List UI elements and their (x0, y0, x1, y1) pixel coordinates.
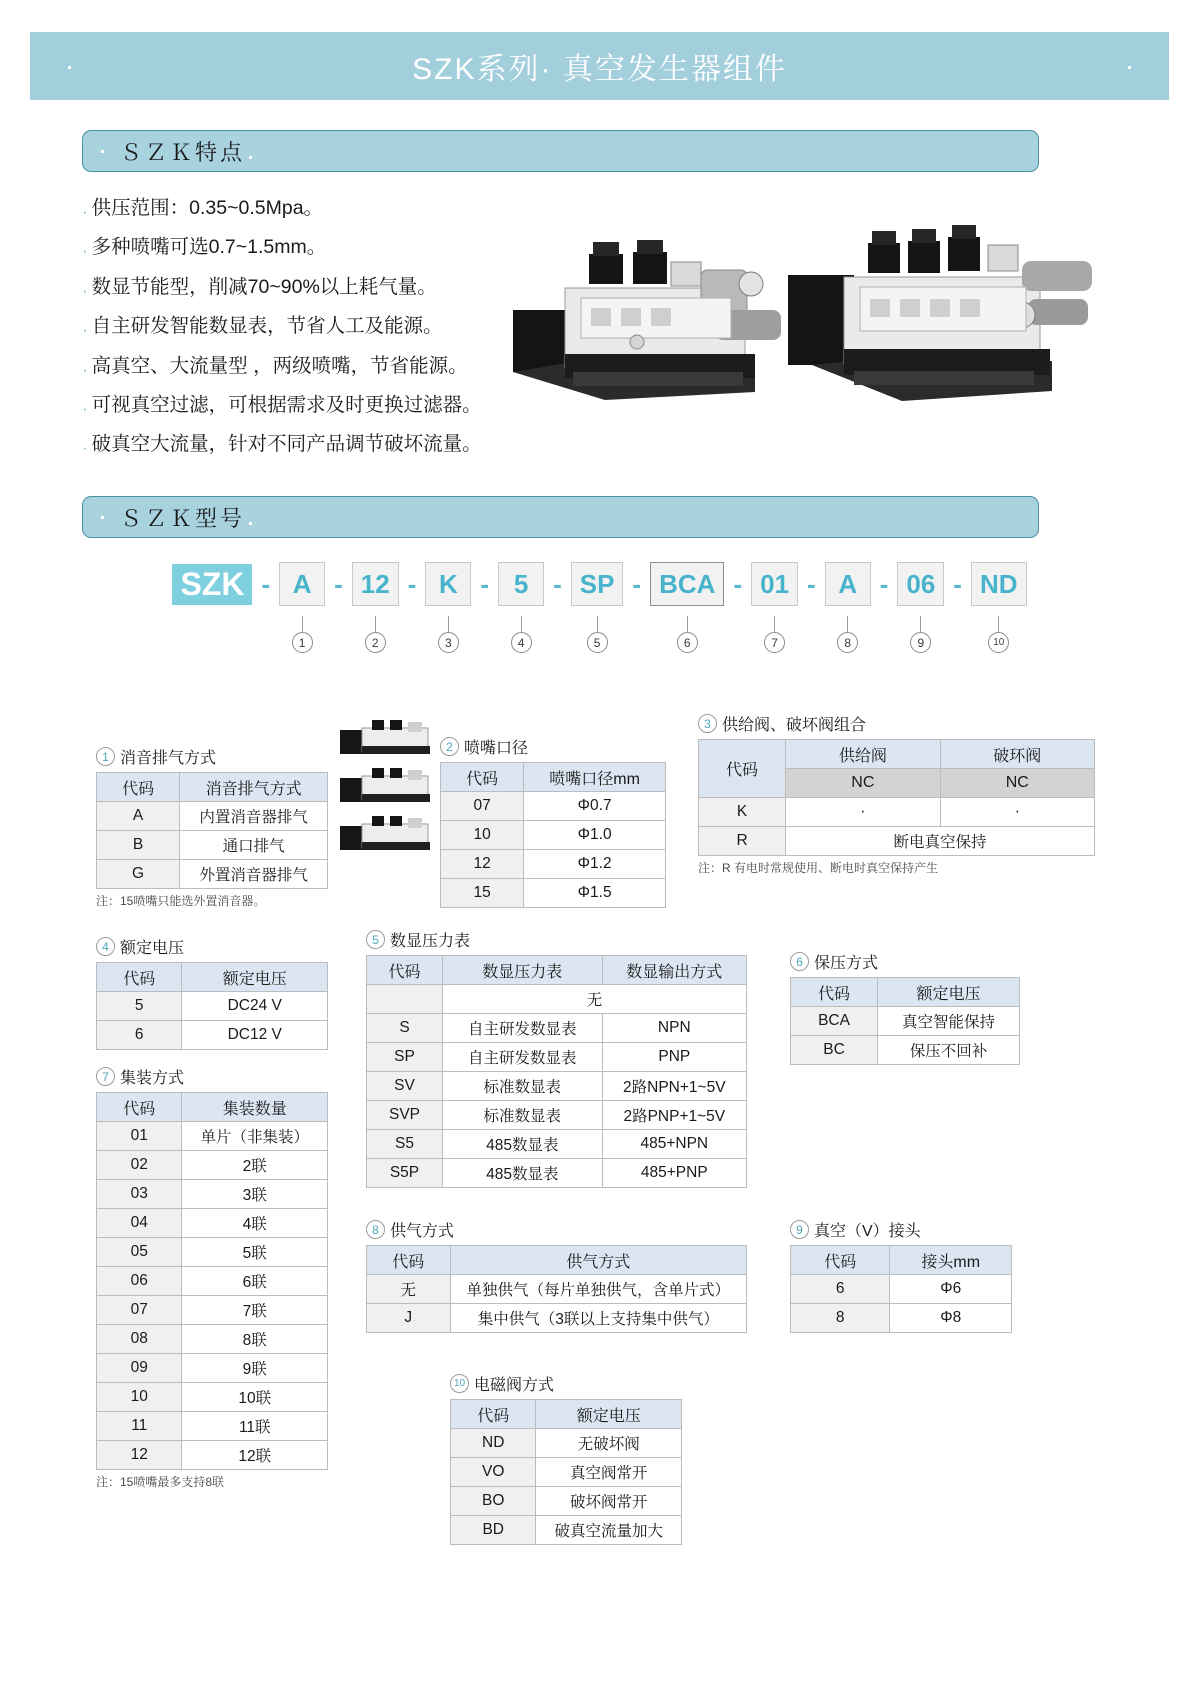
cell-code: 04 (97, 1209, 182, 1238)
model-code-segment-8: A (825, 562, 871, 606)
cell-output: NPN (602, 1014, 746, 1043)
cell-code: S5P (367, 1159, 443, 1188)
cell-value: Φ6 (890, 1275, 1012, 1304)
table-2 (440, 762, 666, 908)
table-7 (96, 1092, 328, 1470)
table-row (97, 802, 328, 831)
table-row (97, 1354, 328, 1383)
table-row (367, 1101, 747, 1130)
col-header-code: 代码 (791, 1246, 890, 1275)
cell-code: ND (451, 1429, 536, 1458)
col-header-value: 集装数量 (182, 1093, 328, 1122)
table-row (441, 792, 666, 821)
col-header-code: 代码 (451, 1400, 536, 1429)
table-row (441, 821, 666, 850)
cell-code: BD (451, 1516, 536, 1545)
col-header-gauge: 数显压力表 (443, 956, 603, 985)
section-header-model (82, 496, 1039, 538)
table-row (97, 831, 328, 860)
table-row (97, 1122, 328, 1151)
table-row (791, 1275, 1012, 1304)
cell-value: 8联 (182, 1325, 328, 1354)
col-header-break-valve: 破环阀 (940, 740, 1094, 769)
cell-gauge: 标准数显表 (443, 1072, 603, 1101)
cell-code: 07 (97, 1296, 182, 1325)
cell-value: 真空阀常开 (536, 1458, 682, 1487)
index-circle-8: 8 (837, 632, 858, 653)
feature-item (82, 235, 552, 259)
index-circle-6: 6 (677, 632, 698, 653)
block-label: 集装方式 (120, 1070, 185, 1087)
table-header-row (97, 963, 328, 992)
block-label: 电磁阀方式 (474, 1377, 555, 1394)
bullet-icon: · (82, 320, 88, 340)
col-header-code: 代码 (97, 773, 180, 802)
cell-value: 6联 (182, 1267, 328, 1296)
cell-code: 6 (791, 1275, 890, 1304)
table-row (97, 1021, 328, 1050)
cell-gauge: 自主研发数显表 (443, 1014, 603, 1043)
index-circle-icon: 2 (440, 737, 459, 756)
feature-item (82, 432, 552, 456)
model-code-bar (0, 562, 1199, 608)
cell-code: BC (791, 1036, 878, 1065)
feature-text: 高真空、大流量型 ，两级喷嘴，节省能源。 (91, 354, 468, 377)
block-title-3 (698, 712, 1095, 735)
col-header-value: 接头mm (890, 1246, 1012, 1275)
col-header-code: 代码 (367, 1246, 451, 1275)
table-row (367, 1014, 747, 1043)
block-title-9 (790, 1218, 1012, 1241)
index-circle-icon: 1 (96, 747, 115, 766)
feature-text: 供压范围：0.35~0.5Mpa。 (91, 197, 324, 219)
model-code-dash: - (733, 568, 743, 599)
block-title-2 (440, 735, 666, 758)
cell-code: BO (451, 1487, 536, 1516)
option-block-8 (366, 1218, 747, 1333)
block-label: 数显压力表 (390, 933, 471, 950)
cell-code: S (367, 1014, 443, 1043)
feature-item (82, 275, 552, 299)
table-header-row (97, 773, 328, 802)
block-label: 真空（V）接头 (814, 1223, 921, 1240)
banner-dot-right (1128, 66, 1131, 69)
bullet-icon: · (82, 398, 88, 418)
feature-item (82, 393, 552, 417)
cell-code: A (97, 802, 180, 831)
table-10 (450, 1399, 682, 1545)
model-code-segment-9: 06 (897, 562, 944, 606)
cell-code: 10 (441, 821, 524, 850)
table-8 (366, 1245, 747, 1333)
cell-value: 破真空流量加大 (536, 1516, 682, 1545)
cell-code: 11 (97, 1412, 182, 1441)
cell-value: 真空智能保持 (878, 1007, 1020, 1036)
table-row (97, 1238, 328, 1267)
block-title-1 (96, 745, 328, 768)
index-circle-5: 5 (587, 632, 608, 653)
cell-value: 外置消音器排气 (180, 860, 328, 889)
cell-code: B (97, 831, 180, 860)
feature-item (82, 314, 552, 338)
block-title-8 (366, 1218, 747, 1241)
table-row (367, 1130, 747, 1159)
feature-text: 自主研发智能数显表，节省人工及能源。 (91, 315, 443, 338)
cell-merged: 断电真空保持 (786, 827, 1095, 856)
col-header-code: 代码 (791, 978, 878, 1007)
cell-value: 单独供气（每片单独供气，含单片式） (450, 1275, 746, 1304)
mini-photo (338, 814, 434, 854)
cell-output: 2路PNP+1~5V (602, 1101, 746, 1130)
bullet-icon: · (82, 280, 88, 300)
block-title-5 (366, 928, 747, 951)
block-label: 保压方式 (814, 955, 879, 972)
index-tick (448, 616, 449, 632)
cell-value: 保压不回补 (878, 1036, 1020, 1065)
cell-value: 集中供气（3联以上支持集中供气） (450, 1304, 746, 1333)
cell-code: 6 (97, 1021, 182, 1050)
option-block-2 (440, 735, 666, 908)
table-row (791, 1304, 1012, 1333)
model-code-segment-10: ND (971, 562, 1027, 606)
cell-value: 4联 (182, 1209, 328, 1238)
cell-value: DC24 V (182, 992, 328, 1021)
index-circle-icon: 3 (698, 714, 717, 733)
cell-code: 12 (97, 1441, 182, 1470)
table-6 (790, 977, 1020, 1065)
feature-text: 多种喷嘴可选0.7~1.5mm。 (91, 236, 327, 259)
table-row (367, 1275, 747, 1304)
cell-code: J (367, 1304, 451, 1333)
section-title-model: ＳＺＫ型号 (120, 505, 246, 531)
cell-code-empty (367, 985, 443, 1014)
option-block-7 (96, 1065, 328, 1490)
block-title-10 (450, 1372, 682, 1395)
index-tick (597, 616, 598, 632)
table-row (97, 860, 328, 889)
index-tick (847, 616, 848, 632)
table-header-row (699, 740, 1095, 769)
block-label: 额定电压 (120, 940, 185, 957)
table-row (97, 992, 328, 1021)
table-row (451, 1516, 682, 1545)
banner-dot-left (68, 66, 71, 69)
bullet-icon: · (82, 359, 88, 379)
index-circle-icon: 7 (96, 1067, 115, 1086)
cell-code: VO (451, 1458, 536, 1487)
cell-code: 5 (97, 992, 182, 1021)
cell-code: 09 (97, 1354, 182, 1383)
cell-code: SV (367, 1072, 443, 1101)
cell-output: 485+NPN (602, 1130, 746, 1159)
cell-value: Φ8 (890, 1304, 1012, 1333)
section-title-features: ＳＺＫ特点 (120, 139, 246, 165)
cell-value: 无破坏阀 (536, 1429, 682, 1458)
cell-code: K (699, 798, 786, 827)
model-code-dash: - (480, 568, 490, 599)
cell-value: Φ1.2 (524, 850, 666, 879)
table-header-row (451, 1400, 682, 1429)
product-photo-left (505, 222, 805, 412)
cell-supply: · (786, 798, 940, 827)
col-header-code: 代码 (367, 956, 443, 985)
feature-text: 数显节能型，削减70~90%以上耗气量。 (91, 275, 437, 298)
pill-dot-icon (101, 150, 104, 153)
table-header-row (367, 1246, 747, 1275)
table-row (97, 1441, 328, 1470)
cell-code: 01 (97, 1122, 182, 1151)
page-banner (30, 32, 1169, 100)
option-block-10 (450, 1372, 682, 1545)
bullet-icon: · (82, 438, 88, 458)
cell-code: SP (367, 1043, 443, 1072)
col-header-code: 代码 (97, 1093, 182, 1122)
block-title-4 (96, 935, 328, 958)
index-tick (687, 616, 688, 632)
cell-output: 2路NPN+1~5V (602, 1072, 746, 1101)
model-code-segment-5: SP (571, 562, 624, 606)
cell-break: · (940, 798, 1094, 827)
option-block-3 (698, 712, 1095, 876)
model-code-dash: - (879, 568, 889, 599)
model-code-dash: - (334, 568, 343, 599)
feature-item (82, 354, 552, 378)
table-4 (96, 962, 328, 1050)
table-row (699, 798, 1095, 827)
index-circle-icon: 8 (366, 1220, 385, 1239)
col-header-value: 额定电压 (182, 963, 328, 992)
cell-code: 10 (97, 1383, 182, 1412)
cell-code: 12 (441, 850, 524, 879)
feature-text: 可视真空过滤，可根据需求及时更换过滤器。 (91, 393, 482, 416)
cell-value: Φ1.0 (524, 821, 666, 850)
table-3 (698, 739, 1095, 856)
feature-item (82, 196, 552, 220)
cell-code: 03 (97, 1180, 182, 1209)
table-row (791, 1036, 1020, 1065)
option-block-6 (790, 950, 1020, 1065)
table-row (367, 1304, 747, 1333)
option-block-5 (366, 928, 747, 1188)
col-header-value: 额定电压 (536, 1400, 682, 1429)
table-header-row (441, 763, 666, 792)
model-code-segment-3: K (425, 562, 471, 606)
col-header-code: 代码 (699, 740, 786, 798)
index-circle-4: 4 (511, 632, 532, 653)
cell-value: Φ1.5 (524, 879, 666, 908)
cell-code: G (97, 860, 180, 889)
index-circle-icon: 4 (96, 937, 115, 956)
cell-value: 3联 (182, 1180, 328, 1209)
subcol-supply-nc: NC (786, 769, 940, 798)
index-circle-icon: 6 (790, 952, 809, 971)
feature-text: 破真空大流量，针对不同产品调节破坏流量。 (91, 433, 482, 456)
index-circle-icon: 9 (790, 1220, 809, 1239)
cell-value: Φ0.7 (524, 792, 666, 821)
table-header-row (791, 978, 1020, 1007)
index-circle-3: 3 (438, 632, 459, 653)
model-code-dash: - (407, 568, 417, 599)
model-code-dash: - (632, 568, 642, 599)
cell-code: SVP (367, 1101, 443, 1130)
index-circle-9: 9 (910, 632, 931, 653)
table-row (451, 1429, 682, 1458)
model-code-index-row (0, 616, 1199, 650)
table-1 (96, 772, 328, 889)
index-tick (998, 616, 999, 632)
table-row (451, 1487, 682, 1516)
block-label: 消音排气方式 (120, 750, 217, 767)
table-row (97, 1412, 328, 1441)
cell-code: 15 (441, 879, 524, 908)
pill-dot-icon-2 (249, 522, 252, 525)
table-row (367, 1159, 747, 1188)
cell-value: 5联 (182, 1238, 328, 1267)
cell-code: 06 (97, 1267, 182, 1296)
col-header-output: 数显输出方式 (602, 956, 746, 985)
model-code-dash: - (953, 568, 962, 599)
cell-code: BCA (791, 1007, 878, 1036)
table-note: 注：R 有电时常规使用、断电时真空保持产生 (698, 861, 939, 875)
option-block-1 (96, 745, 328, 909)
table-row (367, 985, 747, 1014)
model-code-segment-7: 01 (751, 562, 798, 606)
cell-code: S5 (367, 1130, 443, 1159)
table-row (367, 1043, 747, 1072)
block-title-6 (790, 950, 1020, 973)
bullet-icon: · (82, 202, 88, 221)
model-code-segment-1: A (279, 562, 325, 606)
table-9 (790, 1245, 1012, 1333)
cell-value: 单片（非集装） (182, 1122, 328, 1151)
table-header-row (791, 1246, 1012, 1275)
model-code-segment-4: 5 (498, 562, 544, 606)
col-header-value: 供气方式 (450, 1246, 746, 1275)
block-label: 供给阀、破坏阀组合 (722, 717, 867, 734)
table-row (451, 1458, 682, 1487)
table-row (791, 1007, 1020, 1036)
feature-list (82, 196, 552, 472)
block-title-7 (96, 1065, 328, 1088)
cell-output: PNP (602, 1043, 746, 1072)
cell-gauge: 标准数显表 (443, 1101, 603, 1130)
subcol-break-nc: NC (940, 769, 1094, 798)
table-row (97, 1325, 328, 1354)
table-row (699, 827, 1095, 856)
cell-value: 10联 (182, 1383, 328, 1412)
col-header-supply-valve: 供给阀 (786, 740, 940, 769)
cell-value: DC12 V (182, 1021, 328, 1050)
index-tick (521, 616, 522, 632)
index-circle-icon: 10 (450, 1374, 469, 1393)
cell-gauge: 自主研发数显表 (443, 1043, 603, 1072)
cell-value: 2联 (182, 1151, 328, 1180)
cell-code: 无 (367, 1275, 451, 1304)
table-row (97, 1296, 328, 1325)
mini-photo-strip (338, 718, 434, 854)
model-code-segment-2: 12 (352, 562, 399, 606)
model-code-dash: - (807, 568, 816, 599)
index-circle-7: 7 (764, 632, 785, 653)
mini-photo (338, 718, 434, 758)
cell-value: 9联 (182, 1354, 328, 1383)
cell-code: 05 (97, 1238, 182, 1267)
cell-value: 破坏阀常开 (536, 1487, 682, 1516)
option-block-4 (96, 935, 328, 1050)
table-row (97, 1151, 328, 1180)
index-tick (774, 616, 775, 632)
option-block-9 (790, 1218, 1012, 1333)
index-circle-icon: 5 (366, 930, 385, 949)
mini-photo (338, 766, 434, 806)
table-note: 注：15喷嘴最多支持8联 (96, 1475, 225, 1489)
model-code-prefix: SZK (172, 564, 252, 605)
cell-gauge: 485数显表 (443, 1130, 603, 1159)
cell-code: 8 (791, 1304, 890, 1333)
cell-value: 内置消音器排气 (180, 802, 328, 831)
cell-value: 通口排气 (180, 831, 328, 860)
model-code-dash: - (553, 568, 562, 599)
section-header-features (82, 130, 1039, 172)
block-label: 喷嘴口径 (464, 740, 529, 757)
model-code-items (0, 562, 1199, 606)
index-tick (302, 616, 303, 632)
index-circle-10: 10 (988, 632, 1009, 653)
banner-title: SZK系列· 真空发生器组件 (412, 53, 787, 86)
cell-code: 07 (441, 792, 524, 821)
cell-code: 08 (97, 1325, 182, 1354)
cell-code: R (699, 827, 786, 856)
table-header-row (367, 956, 747, 985)
bullet-icon: · (82, 241, 88, 261)
model-code-segment-6: BCA (650, 562, 724, 606)
index-circle-2: 2 (365, 632, 386, 653)
table-row (441, 879, 666, 908)
cell-value: 7联 (182, 1296, 328, 1325)
pill-dot-icon (101, 516, 104, 519)
pill-dot-icon-2 (249, 156, 252, 159)
table-row (367, 1072, 747, 1101)
col-header-value: 消音排气方式 (180, 773, 328, 802)
table-row (97, 1383, 328, 1412)
col-header-value: 喷嘴口径mm (524, 763, 666, 792)
block-label: 供气方式 (390, 1223, 455, 1240)
product-photo-right (782, 215, 1102, 415)
table-note: 注：15喷嘴只能选外置消音器。 (96, 894, 266, 908)
index-circle-1: 1 (292, 632, 313, 653)
cell-code: 02 (97, 1151, 182, 1180)
col-header-code: 代码 (441, 763, 524, 792)
index-tick (375, 616, 376, 632)
table-row (97, 1209, 328, 1238)
cell-gauge: 485数显表 (443, 1159, 603, 1188)
table-row (97, 1180, 328, 1209)
index-tick (920, 616, 921, 632)
cell-merged-none: 无 (443, 985, 747, 1014)
table-5 (366, 955, 747, 1188)
col-header-value: 额定电压 (878, 978, 1020, 1007)
col-header-code: 代码 (97, 963, 182, 992)
model-code-dash: - (261, 568, 271, 599)
table-header-row (97, 1093, 328, 1122)
table-row (441, 850, 666, 879)
cell-value: 11联 (182, 1412, 328, 1441)
table-row (97, 1267, 328, 1296)
cell-value: 12联 (182, 1441, 328, 1470)
cell-output: 485+PNP (602, 1159, 746, 1188)
